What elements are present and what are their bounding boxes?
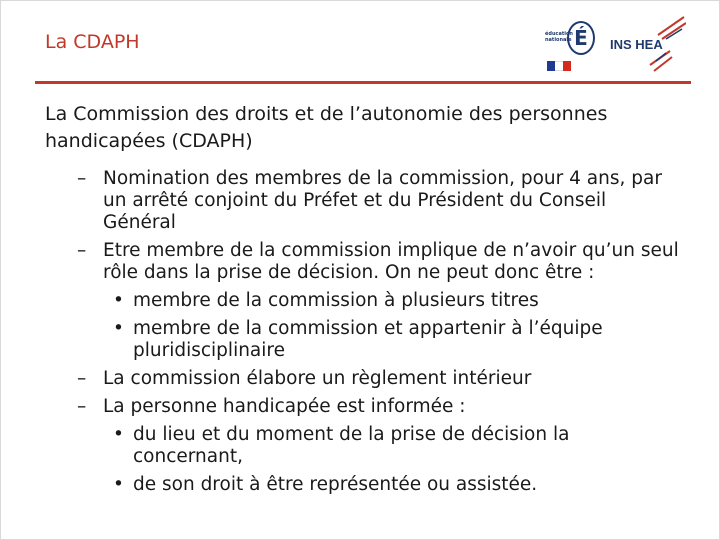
- dash-icon: –: [77, 240, 87, 261]
- education-nationale-logo-icon: [545, 19, 601, 75]
- list-item: [1, 240, 720, 284]
- list-item-text: membre de la commission et appartenir à l’équipe pluridisciplinaire: [133, 318, 603, 361]
- bullet-icon: •: [113, 318, 124, 339]
- inshea-logo-icon: [606, 15, 690, 73]
- list-item: [1, 368, 720, 390]
- french-flag-icon: [547, 61, 571, 71]
- list-item-text: du lieu et du moment de la prise de décision la concernant,: [133, 424, 570, 467]
- education-logo-text: éducation nationale: [545, 31, 573, 43]
- slide-heading: La Commission des droits et de l’autonomie des personnes handicapées (CDAPH): [45, 103, 608, 152]
- slide-title: La CDAPH: [45, 31, 140, 53]
- list-item: [1, 474, 720, 496]
- bullet-icon: •: [113, 290, 124, 311]
- inshea-logo-text: INS HEA: [610, 37, 663, 52]
- bullet-icon: •: [113, 474, 124, 495]
- dash-icon: –: [77, 168, 87, 189]
- list-item-text: membre de la commission à plusieurs titres: [133, 290, 539, 311]
- list-item: [1, 424, 720, 468]
- dash-icon: –: [77, 368, 87, 389]
- list-item-text: Etre membre de la commission implique de n’avoir qu’un seul rôle dans la prise de décision. On ne peut donc être :: [103, 240, 679, 283]
- dash-icon: –: [77, 396, 87, 417]
- list-item: [1, 290, 720, 312]
- list-item-text: La personne handicapée est informée :: [103, 396, 466, 417]
- list-item-text: de son droit à être représentée ou assistée.: [133, 474, 538, 495]
- education-logo-letter: É: [567, 21, 595, 55]
- list-item: [1, 318, 720, 362]
- list-item-text: La commission élabore un règlement intérieur: [103, 368, 532, 389]
- list-item: [1, 396, 720, 418]
- list-item: [1, 168, 720, 234]
- bullet-list: [1, 168, 720, 502]
- bullet-icon: •: [113, 424, 124, 445]
- title-divider: [35, 81, 691, 84]
- list-item-text: Nomination des membres de la commission, pour 4 ans, par un arrêté conjoint du Préfet et du Président du Conseil Général: [103, 168, 662, 233]
